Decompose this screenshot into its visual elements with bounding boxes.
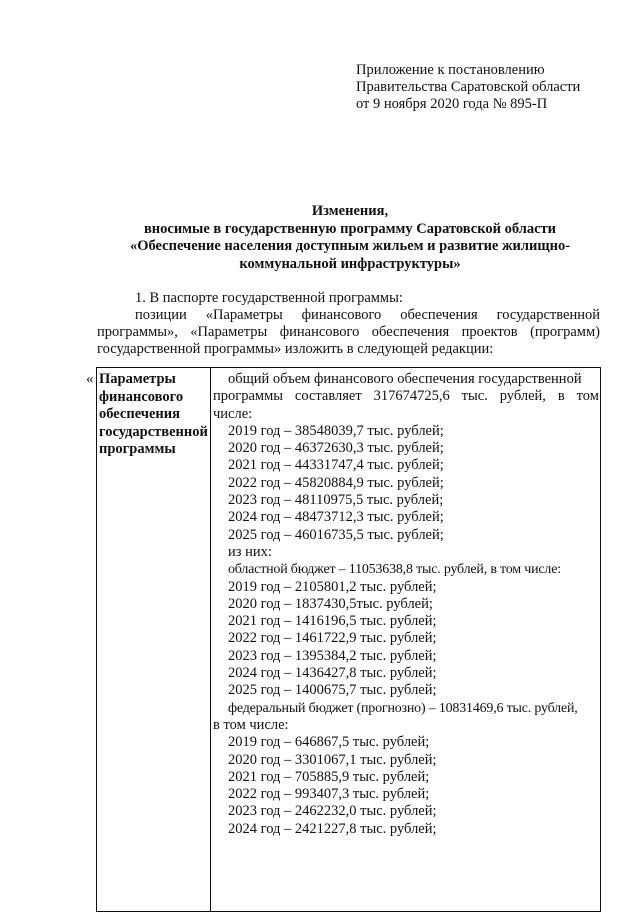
intro-text [97, 290, 600, 358]
total-year-2025: 2025 год – 46016735,5 тыс. рублей; [228, 526, 444, 543]
regional-year-2020: 2020 год – 1837430,5тыс. рублей; [228, 595, 433, 612]
federal-year-2021: 2021 год – 705885,9 тыс. рублей; [228, 768, 430, 785]
appendix-line-2: Правительства Саратовской области [356, 79, 581, 95]
total-year-2019: 2019 год – 38548039,7 тыс. рублей; [228, 422, 444, 439]
total-volume-tail: числе: [213, 405, 253, 422]
parameter-label-line: Параметры [99, 371, 176, 387]
word: составляет [294, 388, 362, 405]
intro-point-2: позиции «Параметры финансового обеспечения государственной программы», «Параметры финансового обеспечения проектов (программ) государственной программы» изложить в следующей редакции: [97, 307, 600, 357]
regional-year-2023: 2023 год – 1395384,2 тыс. рублей; [228, 647, 437, 664]
total-year-2020: 2020 год – 46372630,3 тыс. рублей; [228, 440, 444, 457]
title-line-3: «Обеспечение населения доступным жильем и развитие жилищно- [129, 238, 571, 254]
parameter-label-line: обеспечения [99, 406, 180, 422]
intro-point-1: 1. В паспорте государственной программы: [135, 290, 403, 306]
federal-budget-tail: в том числе: [213, 716, 289, 733]
parameter-label-cell [99, 371, 209, 459]
of-them-label: из них: [228, 543, 272, 560]
appendix-line-3: от 9 ноября 2020 года № 895-П [356, 96, 548, 112]
parameter-label-line: программы [99, 441, 176, 457]
parameter-value-cell [213, 371, 599, 838]
total-year-2021: 2021 год – 44331747,4 тыс. рублей; [228, 457, 444, 474]
word: программы [213, 388, 283, 405]
regional-year-2021: 2021 год – 1416196,5 тыс. рублей; [228, 613, 437, 630]
word: том [576, 388, 599, 405]
appendix-header [356, 62, 580, 113]
total-volume-amount-line [213, 388, 599, 405]
regional-year-2025: 2025 год – 1400675,7 тыс. рублей; [228, 682, 437, 699]
federal-year-2022: 2022 год – 993407,3 тыс. рублей; [228, 786, 430, 803]
regional-year-2022: 2022 год – 1461722,9 тыс. рублей; [228, 630, 437, 647]
title-line-2: вносимые в государственную программу Саратовской области [143, 220, 557, 237]
parameter-label-line: государственной [99, 423, 208, 440]
regional-budget-line: областной бюджет – 11053638,8 тыс. рублей, в том числе: [228, 562, 561, 578]
title-line-1: Изменения, [311, 203, 389, 219]
federal-year-2024: 2024 год – 2421227,8 тыс. рублей; [228, 820, 437, 837]
federal-year-2019: 2019 год – 646867,5 тыс. рублей; [228, 734, 430, 751]
word: тыс. [461, 388, 488, 405]
total-year-2024: 2024 год – 48473712,3 тыс. рублей; [228, 509, 444, 526]
total-year-2022: 2022 год – 45820884,9 тыс. рублей; [228, 474, 444, 491]
regional-year-2019: 2019 год – 2105801,2 тыс. рублей; [228, 578, 437, 595]
table-column-divider [210, 368, 211, 911]
parameter-label-line: финансового [99, 388, 184, 405]
total-volume-line: общий объем финансового обеспечения государственной [228, 371, 582, 387]
regional-year-2024: 2024 год – 1436427,8 тыс. рублей; [228, 665, 437, 682]
word: 317674725,6 [373, 388, 450, 405]
word: в [557, 388, 565, 405]
title-line-4: коммунальной инфраструктуры» [239, 255, 461, 272]
federal-year-2020: 2020 год – 3301067,1 тыс. рублей; [228, 751, 437, 768]
appendix-line-1: Приложение к постановлению [356, 62, 545, 78]
financing-parameters-table [96, 367, 601, 912]
opening-quote: « [86, 371, 94, 387]
federal-budget-line: федеральный бюджет (прогнозно) – 10831469,6 тыс. рублей, [228, 700, 578, 716]
total-year-2023: 2023 год – 48110975,5 тыс. рублей; [228, 492, 444, 509]
document-title [90, 203, 610, 273]
word: рублей, [499, 388, 546, 405]
federal-year-2023: 2023 год – 2462232,0 тыс. рублей; [228, 803, 437, 820]
